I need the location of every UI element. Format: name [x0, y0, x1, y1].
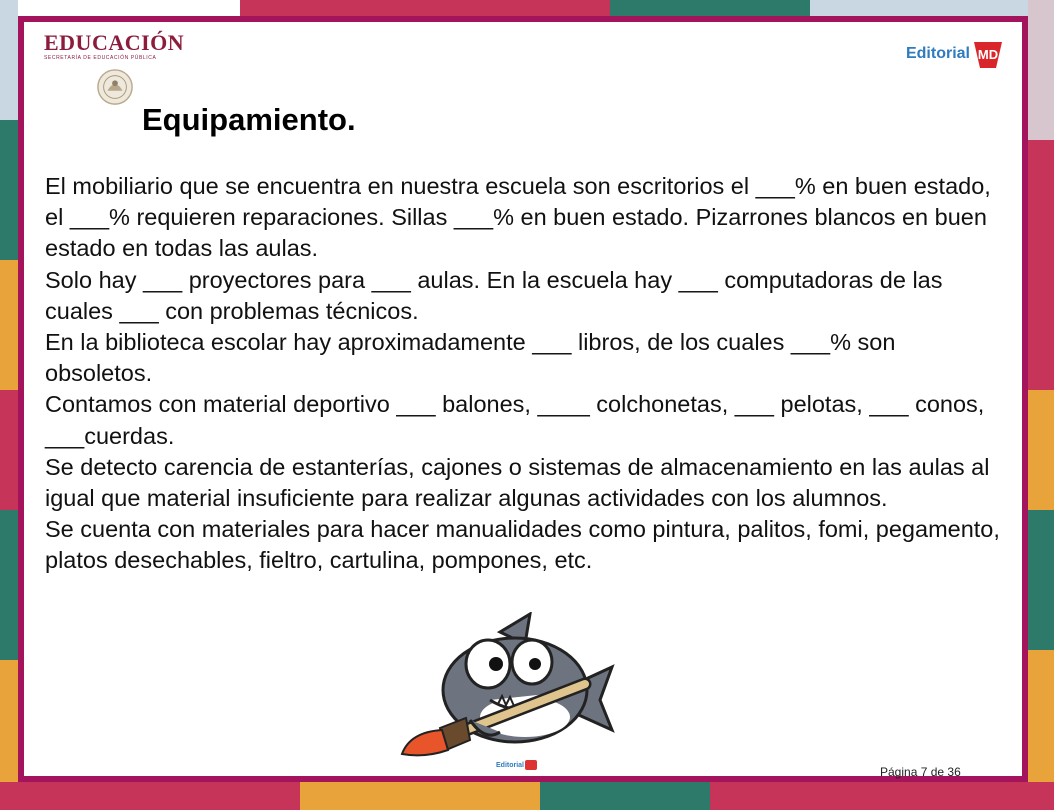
page-title: Equipamiento. [142, 102, 356, 137]
bg-strip [710, 782, 1054, 810]
bg-strip [240, 0, 610, 16]
editorial-label: Editorial [905, 45, 970, 62]
bg-strip [300, 782, 540, 810]
page-number: Página 7 de 36 [880, 765, 961, 779]
government-seal-icon [96, 68, 134, 106]
bg-strip [1028, 390, 1054, 510]
paragraph-carencias: Se detecto carencia de estanterías, cajones o sistemas de almacenamiento en las aulas al igual que material insuficiente para realizar algunas actividades con los alumnos. [45, 453, 990, 512]
paragraph-mobiliario: El mobiliario que se encuentra en nuestra escuela son escritorios el ___% en buen estado, el ___% requieren reparaciones. Sillas ___% en buen estado. Pizarrones blancos en buen estado en todas las aulas. [45, 173, 991, 262]
bg-strip [0, 0, 18, 120]
bg-strip [0, 260, 18, 390]
sep-logo-subtitle: SECRETARÍA DE EDUCACIÓN PÚBLICA [44, 55, 157, 61]
footer-editorial-logo [496, 760, 537, 770]
paragraph-proyectores: Solo hay ___ proyectores para ___ aulas. En la escuela hay ___ computadoras de las cuales ___ con problemas técnicos. [45, 266, 943, 324]
bg-strip [1028, 140, 1054, 270]
footer-editorial-label: Editorial [496, 761, 525, 769]
bg-strip [0, 782, 300, 810]
bg-strip [1028, 510, 1054, 650]
bg-strip [0, 510, 18, 660]
bg-strip [1028, 270, 1054, 390]
bg-strip [1028, 0, 1054, 140]
bg-strip [810, 0, 1028, 16]
bg-strip [610, 0, 810, 16]
footer-md-badge-icon [525, 760, 537, 770]
paragraph-manualidades: Se cuenta con materiales para hacer manualidades como pintura, palitos, fomi, pegamento, platos desechables, fieltro, cartulina, pompones, etc. [45, 516, 1000, 574]
document-body [45, 171, 1005, 577]
shark-painter-illustration [400, 612, 615, 762]
paragraph-material-deportivo: Contamos con material deportivo ___ balones, ____ colchonetas, ___ pelotas, ___ conos, ___cuerdas. [45, 391, 985, 449]
sep-logo-title: EDUCACIÓN [44, 30, 185, 55]
paragraph-biblioteca: En la biblioteca escolar hay aproximadamente ___ libros, de los cuales ___% son obsoletos. [45, 329, 896, 387]
editorial-md-logo [906, 38, 1006, 70]
md-badge-text: MD [977, 47, 999, 62]
bg-strip [540, 782, 710, 810]
bg-strip [0, 390, 18, 510]
md-badge-icon [972, 38, 1006, 70]
bg-strip [0, 120, 18, 260]
